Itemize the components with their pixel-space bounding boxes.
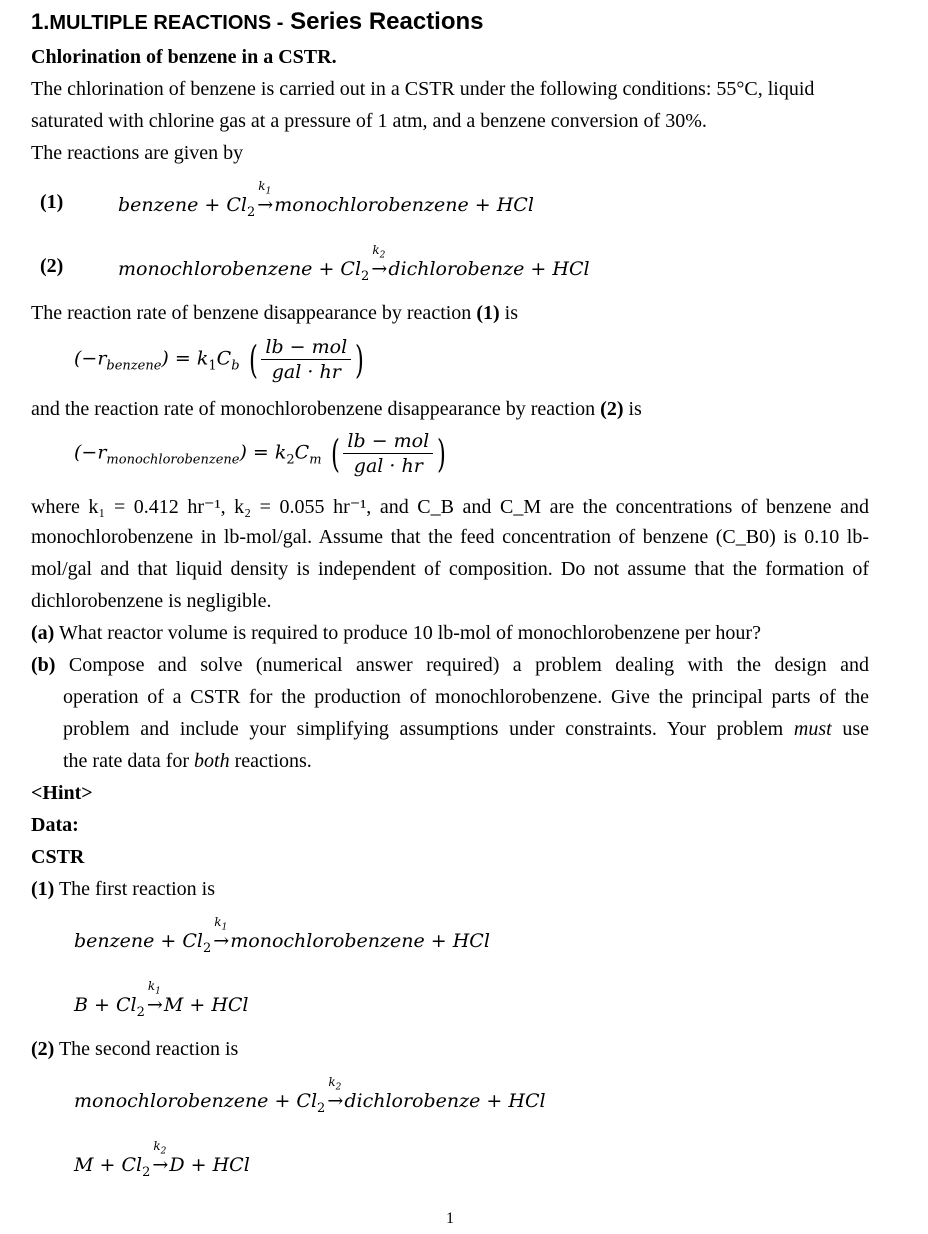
equation-d: $M + Cl_2$ $k_2$ →D + HCl — [74, 1139, 250, 1180]
part-b-line-3: problem and include your simplifying assumptions under constraints. Your problem must use — [63, 718, 869, 740]
reaction-2-equation: monochlorobenzene + $Cl_2$ $k_2$ →dichlorobenze + HCl — [118, 243, 590, 284]
rate-intro-2: and the reaction rate of monochlorobenzene disappearance by reaction (2) is — [31, 398, 642, 420]
where-line-3: mol/gal and that liquid density is independent of composition. Do not assume that the formation of — [31, 558, 869, 580]
data-label: Data: — [31, 814, 79, 836]
subtitle: Chlorination of benzene in a CSTR. — [31, 46, 337, 68]
equation-c: monochlorobenzene + $Cl_2$ $k_2$ →dichlorobenze + HCl — [74, 1075, 546, 1116]
reaction-1-label: (1) — [40, 191, 64, 213]
part-b-line-2: operation of a CSTR for the production of monochlorobenzene. Give the principal parts of the — [63, 686, 869, 708]
where-line-2: monochlorobenzene in lb-mol/gal. Assume that the feed concentration of benzene (C_B0) is 0.10 lb- — [31, 526, 869, 548]
second-reaction-heading: (2) The second reaction is — [31, 1038, 239, 1060]
first-reaction-heading: (1) The first reaction is — [31, 878, 216, 900]
intro-line-1: The chlorination of benzene is carried out in a CSTR under the following conditions: 55°C, liquid — [31, 78, 815, 100]
page-number: 1 — [446, 1210, 454, 1227]
where-line-1: where k₁ = 0.412 hr⁻¹, k₂ = 0.055 hr⁻¹, and C_B and C_M are the concentrations of benzene and — [31, 496, 869, 518]
intro-line-3: The reactions are given by — [31, 142, 244, 164]
intro-line-2: saturated with chlorine gas at a pressure of 1 atm, and a benzene conversion of 30%. — [31, 110, 707, 132]
page-title: 1.MULTIPLE REACTIONS - Series Reactions — [31, 8, 484, 35]
hint-heading: <Hint> — [31, 782, 93, 804]
part-a: (a) What reactor volume is required to produce 10 lb-mol of monochlorobenzene per hour? — [31, 622, 761, 644]
equation-a: benzene + $Cl_2$ $k_1$ →monochlorobenzene + HCl — [74, 915, 490, 956]
rate-equation-2: $(-r_{monochlorobenzene}) = k_2C_m$ ( $\frac{\text{lb − mol}}{\text{gal · hr}}$ ) — [74, 430, 447, 477]
part-b-line-4: the rate data for both reactions. — [63, 750, 312, 772]
rate-intro-1: The reaction rate of benzene disappearance by reaction (1) is — [31, 302, 518, 324]
reaction-2-label: (2) — [40, 255, 64, 277]
equation-b: $B + Cl_2$ $k_1$ →M + HCl — [74, 979, 249, 1020]
part-b-line-1: (b) Compose and solve (numerical answer required) a problem dealing with the design and — [31, 654, 869, 676]
rate-equation-1: $(-r_{benzene}) = k_1C_b$ ( $\frac{\text{lb − mol}}{\text{gal · hr}}$ ) — [74, 336, 365, 383]
reaction-1-equation: benzene + $Cl_2$ $k_1$ →monochlorobenzene + HCl — [118, 179, 534, 220]
where-line-4: dichlorobenzene is negligible. — [31, 590, 272, 612]
cstr-label: CSTR — [31, 846, 85, 868]
